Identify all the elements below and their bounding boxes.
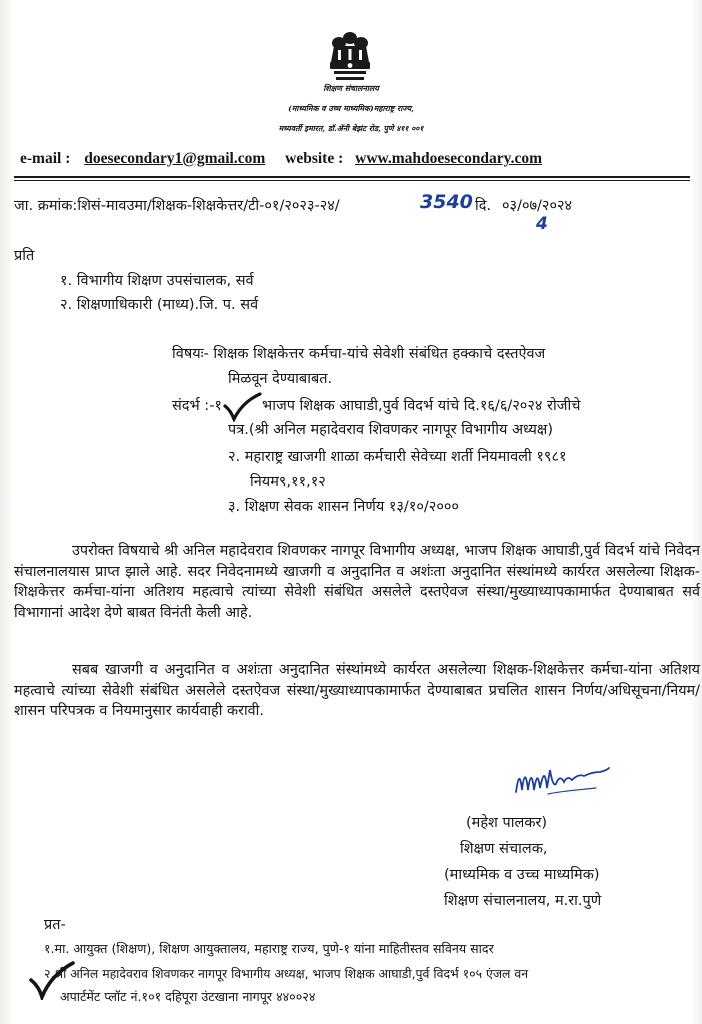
- recipient-item: २. शिक्षणाधिकारी (माध्य).जि. प. सर्व: [60, 297, 259, 313]
- reference-1-line: भाजप शिक्षक आघाडी,पुर्व विदर्भ यांचे दि.१६/६/२०२४ रोजीचे: [262, 398, 581, 414]
- copy-item-continued: अपार्टमेंट प्लॉट नं.१०१ दहिपूरा उंटखाना नागपूर ४४००२४: [60, 989, 316, 1004]
- body-paragraph: सबब खाजगी व अनुदानित व अशंःता अनुदानित संस्थांमध्ये कार्यरत असलेल्या शिक्षक-शिक्षकेत्तर कर्मचा-यांना अतिशय महत्वाचे त्यांच्या सेवेशी संबंधित असलेले दस्तऐवज संस्था/मुख्याध्यापकामार्फत देण्याबाबत प्रचलित शासन निर्णय/अधिसूचना/नियम/शासन परिपत्रक व नियमानुसार कार्यवाही करावी.: [14, 662, 700, 720]
- office-address: मध्यवर्ती इमारत, डॉ.ॲनी बेझंट रोड, पुणे ४११ ००१: [278, 124, 424, 133]
- signatory-name: (महेश पालकर): [466, 815, 548, 831]
- header-divider-thin: [14, 180, 690, 181]
- signatory-division: (माध्यमिक व उच्च माध्यमिक): [444, 867, 600, 883]
- recipients-label: प्रति: [14, 248, 35, 264]
- outward-reference: जा. क्रमांक:शिसं-मावउमा/शिक्षक-शिक्षकेत्तर/टी-०१/२०२३-२४/: [14, 198, 340, 214]
- copy-item: २.श्री अनिल महादेवराव शिवणकर नागपूर विभागीय अध्यक्ष, भाजप शिक्षक आघाडी,पुर्व विदर्भ १०५ एंजल वन: [44, 966, 529, 981]
- office-title: शिक्षण संचालनालय: [323, 84, 379, 93]
- handwritten-mark: 4: [536, 214, 548, 234]
- letter-date: ०३/०७/२०२४: [502, 198, 573, 214]
- recipient-item: १. विभागीय शिक्षण उपसंचालक, सर्व: [60, 273, 254, 289]
- copy-label: प्रत-: [44, 917, 66, 933]
- copy-item: १.मा. आयुक्त (शिक्षण), शिक्षण आयुक्तालय, महाराष्ट्र राज्य, पुणे-१ यांना माहितीस्तव सविनय सादर: [44, 941, 494, 956]
- email-label: e-mail :: [20, 150, 71, 167]
- office-division: (माध्यमिक व उच्च माध्यमिक)महाराष्ट्र राज्य,: [288, 104, 414, 113]
- signatory-designation: शिक्षण संचालक,: [460, 841, 548, 857]
- contact-row: [20, 150, 542, 168]
- reference-2-line-continued: नियम९,११,१२: [250, 474, 326, 490]
- reference-1-line-continued: पत्र.(श्री अनिल महादेवराव शिवणकर नागपूर विभागीय अध्यक्ष): [228, 422, 553, 438]
- national-emblem-icon: [318, 30, 382, 86]
- website-label: website :: [285, 150, 344, 167]
- references-label: संदर्भ :-१: [172, 398, 222, 414]
- website-link[interactable]: www.mahdoesecondary.com: [355, 150, 542, 167]
- header-divider: [14, 176, 690, 178]
- body-paragraph: उपरोक्त विषयाचे श्री अनिल महादेवराव शिवणकर नागपूर विभागीय अध्यक्ष, भाजप शिक्षक आघाडी,पुर्व विदर्भ यांचे निवेदन संचालनालयास प्राप्त झाले आहे. सदर निवेदनामध्ये खाजगी व अनुदानित व अशंःता अनुदानित संस्थांमध्ये कार्यरत असलेल्या शिक्षक-शिक्षकेत्तर कर्मचा-यांना अतिशय महत्वाचे त्यांच्या सेवेशी संबंधित असलेले दस्तऐवज संस्था/मुख्याध्यापकामार्फत देण्याबाबत सर्व विभागानां आदेश देणे बाबत विनंती केली आहे.: [14, 543, 700, 621]
- reference-3-line: ३. शिक्षण सेवक शासन निर्णय १३/१०/२०००: [228, 499, 459, 515]
- subject-line: विषयः- शिक्षक शिक्षकेत्तर कर्मचा-यांचे सेवेशी संबंधित हक्काचे दस्तऐवज: [172, 346, 546, 362]
- reference-2-line: २. महाराष्ट्र खाजगी शाळा कर्मचारी सेवेच्या शर्ती नियमावली १९८१: [228, 449, 567, 465]
- subject-line-continued: मिळवून देण्याबाबत.: [228, 371, 333, 387]
- date-label: दि.: [475, 198, 492, 214]
- email-link[interactable]: doesecondary1@gmail.com: [84, 150, 266, 167]
- handwritten-signature-icon: [512, 758, 612, 804]
- handwritten-tick-icon: [222, 392, 262, 422]
- handwritten-outward-number: 3540: [420, 191, 473, 213]
- signatory-office: शिक्षण संचालनालय, म.रा.पुणे: [444, 893, 602, 909]
